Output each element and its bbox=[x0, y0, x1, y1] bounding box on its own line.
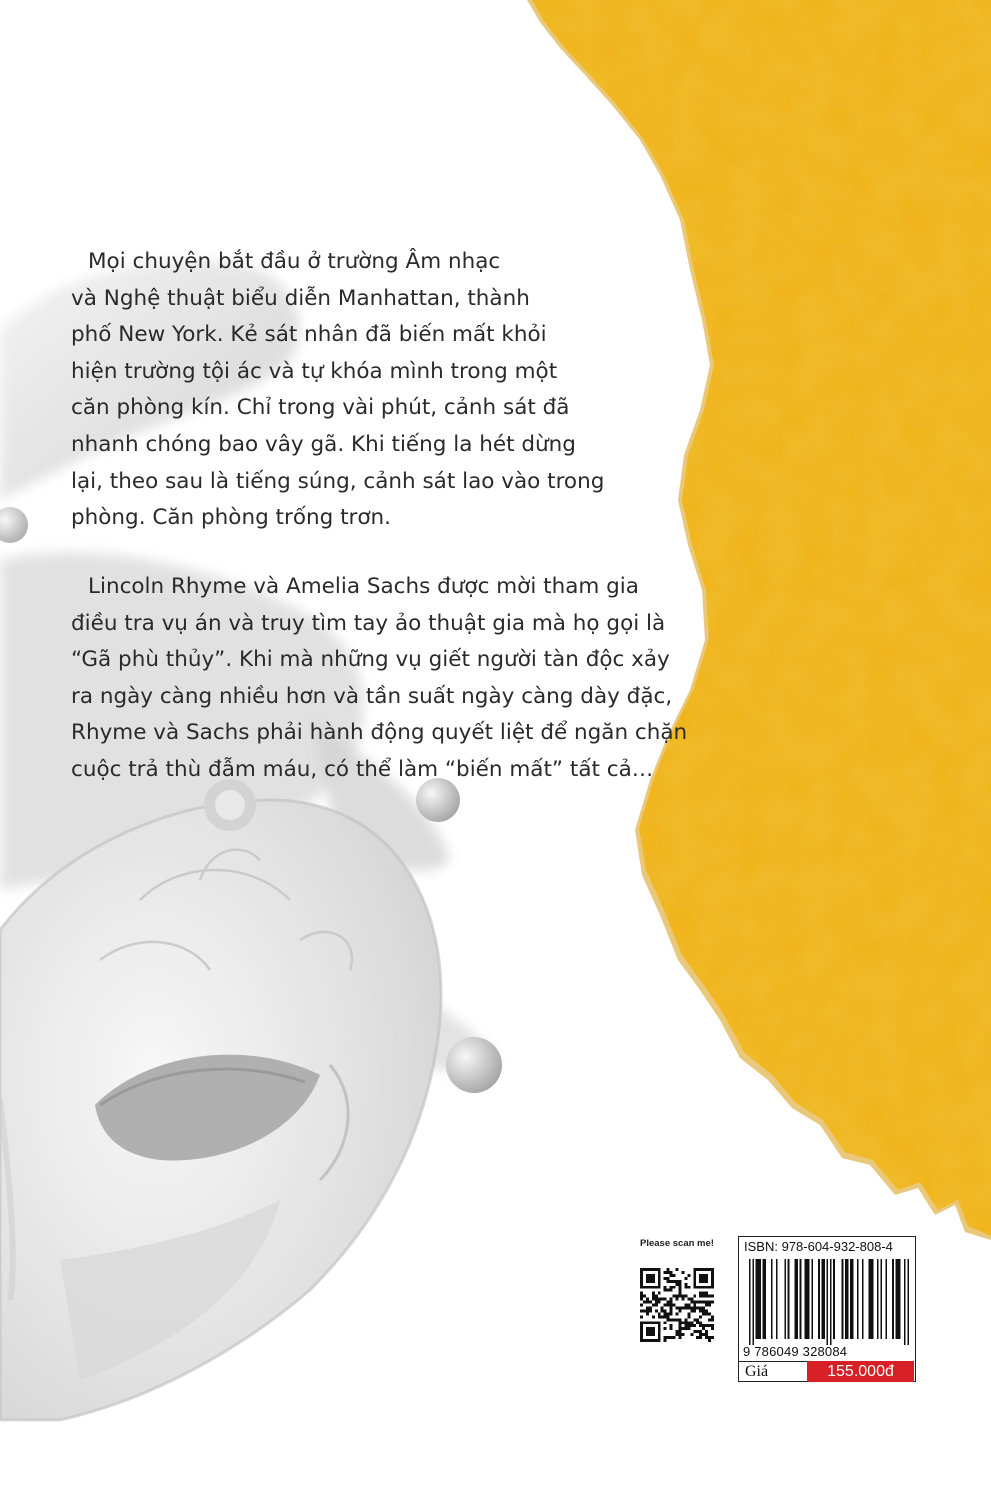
barcode-digits: 9 786049 328084 bbox=[743, 1344, 848, 1359]
blurb-line: phòng. Căn phòng trống trơn. bbox=[71, 505, 391, 531]
blurb-line: Lincoln Rhyme và Amelia Sachs được mời tham gia bbox=[88, 574, 639, 599]
blurb-line: ra ngày càng nhiều hơn và tần suất ngày càng dày đặc, bbox=[71, 683, 673, 709]
price-label: Giá bbox=[745, 1363, 769, 1380]
blurb-line: cuộc trả thù đẫm máu, có thể làm “biến mất” tất cả… bbox=[71, 756, 654, 782]
qr-code-icon[interactable] bbox=[640, 1268, 714, 1342]
blurb-paragraph-1 bbox=[0, 244, 760, 537]
isbn-barcode-box bbox=[738, 1236, 916, 1382]
barcode-icon bbox=[749, 1259, 909, 1345]
price-value: 155.000đ bbox=[807, 1361, 914, 1382]
blurb-line: Mọi chuyện bắt đầu ở trường Âm nhạc bbox=[88, 249, 501, 274]
qr-scan-label: Please scan me! bbox=[640, 1238, 714, 1249]
price-row bbox=[739, 1361, 914, 1382]
blurb-line: “Gã phù thủy”. Khi mà những vụ giết người tàn độc xảy bbox=[71, 647, 670, 673]
blurb-line: điều tra vụ án và truy tìm tay ảo thuật gia mà họ gọi là bbox=[71, 610, 666, 636]
blurb-line: Rhyme và Sachs phải hành động quyết liệt để ngăn chặn bbox=[71, 720, 688, 746]
blurb-line: lại, theo sau là tiếng súng, cảnh sát lao vào trong bbox=[71, 468, 605, 494]
blurb-line: phố New York. Kẻ sát nhân đã biến mất khỏi bbox=[71, 322, 547, 348]
isbn-label: ISBN: 978-604-932-808-4 bbox=[744, 1239, 893, 1254]
blurb-line: căn phòng kín. Chỉ trong vài phút, cảnh sát đã bbox=[71, 395, 570, 421]
blurb-line: và Nghệ thuật biểu diễn Manhattan, thành bbox=[71, 285, 530, 311]
blurb-paragraph-2 bbox=[0, 569, 760, 789]
blurb-line: hiện trường tội ác và tự khóa mình trong một bbox=[71, 358, 558, 384]
blurb-line: nhanh chóng bao vây gã. Khi tiếng la hét dừng bbox=[71, 431, 576, 457]
